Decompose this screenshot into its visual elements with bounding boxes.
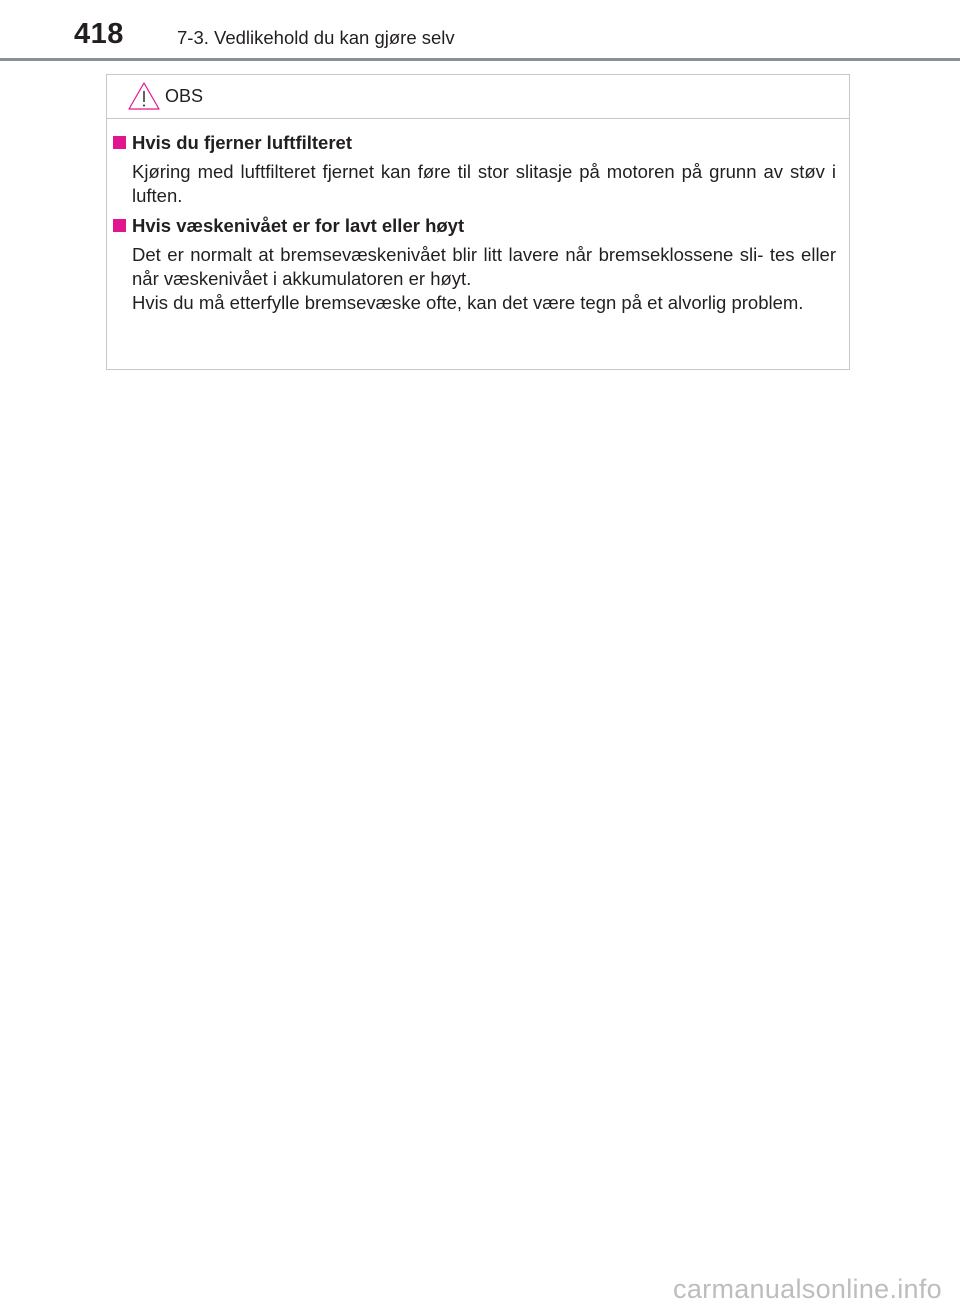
notice-item-air-filter <box>107 131 849 208</box>
notice-header <box>107 75 849 119</box>
item-text <box>132 160 836 208</box>
item-text <box>132 243 836 315</box>
section-title: 7-3. Vedlikehold du kan gjøre selv <box>177 27 455 48</box>
item-paragraph: Det er normalt at bremsevæskenivået blir litt lavere når bremseklossene sli- tes eller når væskenivået i akkumulatoren er høyt. <box>132 244 836 289</box>
square-bullet-icon <box>113 219 126 232</box>
watermark: carmanualsonline.info <box>673 1274 942 1304</box>
notice-label: OBS <box>165 86 204 106</box>
item-heading-text: Hvis du fjerner luftfilteret <box>132 132 352 153</box>
item-paragraph: Hvis du må etterfylle bremsevæske ofte, kan det være tegn på et alvorlig problem. <box>132 292 804 313</box>
item-heading <box>107 214 849 238</box>
notice-box <box>106 74 850 370</box>
item-paragraph: Kjøring med luftfilteret fjernet kan føre til stor slitasje på motoren på grunn av støv i luften. <box>132 161 836 206</box>
notice-item-fluid-level <box>107 214 849 315</box>
item-heading <box>107 131 849 155</box>
square-bullet-icon <box>113 136 126 149</box>
warning-triangle-icon <box>127 81 161 111</box>
page-number: 418 <box>74 18 124 50</box>
notice-body <box>107 131 849 321</box>
item-heading-text: Hvis væskenivået er for lavt eller høyt <box>132 215 465 236</box>
header-divider <box>0 58 960 61</box>
